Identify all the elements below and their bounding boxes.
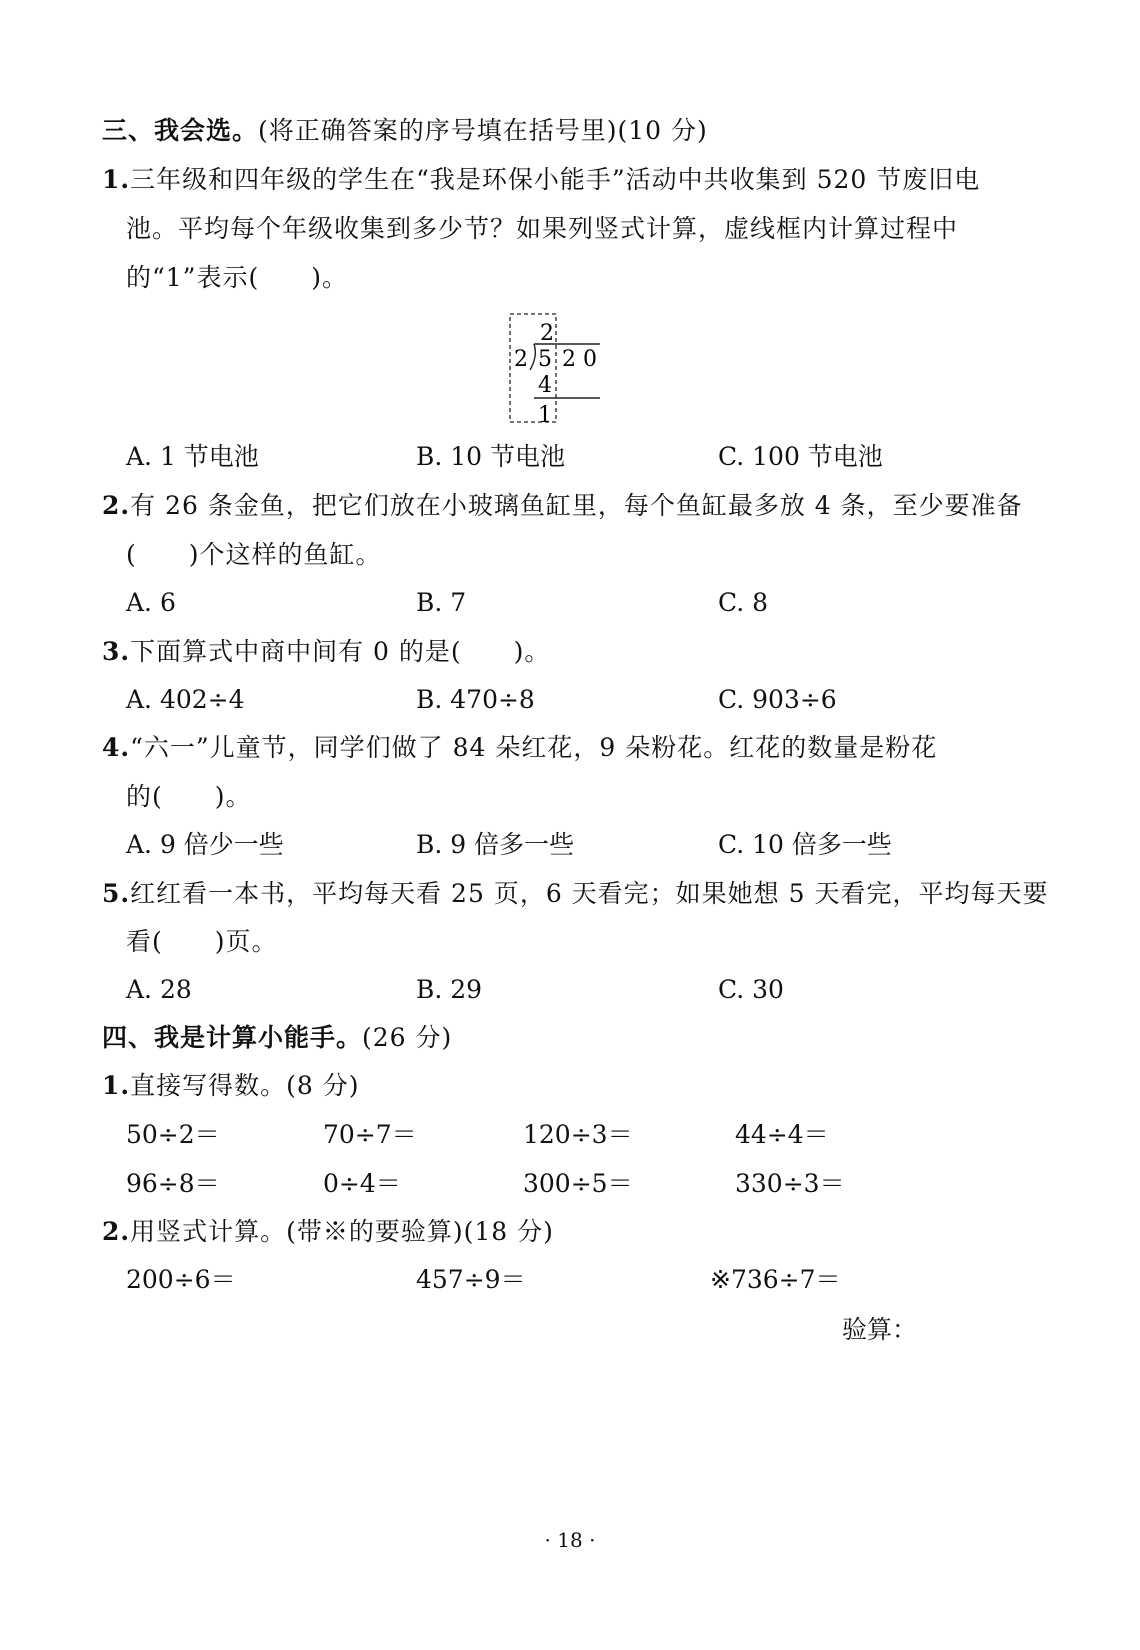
quotient-digit: 2 (540, 321, 554, 346)
q4-option-a[interactable]: A. 9 倍少一些 (126, 830, 284, 859)
s4-q2-text: 用竖式计算。(带※的要验算)(18 分) (130, 1217, 554, 1246)
q4-option-c[interactable]: C. 10 倍多一些 (718, 830, 892, 859)
q2-text-1: 有 26 条金鱼，把它们放在小玻璃鱼缸里，每个鱼缸最多放 4 条，至少要准备 (130, 491, 1023, 520)
q1-option-c[interactable]: C. 100 节电池 (718, 442, 883, 471)
s4-q1-title (102, 1069, 359, 1103)
q5-number: 5. (102, 879, 131, 908)
q3-option-c[interactable]: C. 903÷6 (718, 685, 837, 714)
q1-text-1: 三年级和四年级的学生在“我是环保小能手”活动中共收集到 520 节废旧电 (130, 165, 981, 194)
section3-heading (102, 114, 708, 148)
q4-number: 4. (102, 733, 131, 762)
page-number: · 18 · (544, 1528, 596, 1552)
dividend-first-digit: 5 (538, 347, 552, 372)
calc-item[interactable]: 0÷4＝ (323, 1169, 401, 1198)
q2-line-1 (102, 489, 1023, 523)
s4-q1-number: 1. (102, 1071, 131, 1100)
s4-q2-number: 2. (102, 1217, 131, 1246)
remainder-digit: 1 (538, 403, 552, 428)
s4-q2-title (102, 1215, 554, 1249)
calc-item[interactable]: 70÷7＝ (323, 1120, 417, 1149)
q2-number: 2. (102, 491, 131, 520)
vertical-calc-item[interactable]: 200÷6＝ (126, 1265, 236, 1294)
calc-item[interactable]: 96÷8＝ (126, 1169, 220, 1198)
q2-option-c[interactable]: C. 8 (718, 588, 769, 617)
section3-title: 三、我会选。 (102, 116, 259, 145)
q1-option-a[interactable]: A. 1 节电池 (126, 442, 259, 471)
division-bracket (530, 344, 535, 370)
q3-line-1 (102, 635, 550, 669)
q1-option-b[interactable]: B. 10 节电池 (416, 442, 566, 471)
q5-option-b[interactable]: B. 29 (416, 975, 483, 1004)
q2-option-b[interactable]: B. 7 (416, 588, 467, 617)
q5-option-c[interactable]: C. 30 (718, 975, 784, 1004)
q3-number: 3. (102, 637, 131, 666)
q5-line-2: 看( )页。 (126, 927, 278, 956)
calc-item[interactable]: 120÷3＝ (523, 1120, 633, 1149)
section4-heading (102, 1021, 452, 1055)
calc-item[interactable]: 50÷2＝ (126, 1120, 220, 1149)
calc-item[interactable]: 44÷4＝ (735, 1120, 829, 1149)
q5-option-a[interactable]: A. 28 (126, 975, 192, 1004)
q1-line-2: 池。平均每个年级收集到多少节？如果列竖式计算，虚线框内计算过程中 (126, 214, 959, 243)
q2-option-a[interactable]: A. 6 (126, 588, 176, 617)
s4-q1-text: 直接写得数。(8 分) (130, 1071, 360, 1100)
calc-item[interactable]: 330÷3＝ (735, 1169, 845, 1198)
q3-option-a[interactable]: A. 402÷4 (126, 685, 245, 714)
q4-option-b[interactable]: B. 9 倍多一些 (416, 830, 575, 859)
q3-option-b[interactable]: B. 470÷8 (416, 685, 535, 714)
long-division-diagram (514, 321, 676, 438)
q4-text-1: “六一”儿童节，同学们做了 84 朵红花，9 朵粉花。红花的数量是粉花 (130, 733, 938, 762)
q4-line-2: 的( )。 (126, 782, 252, 811)
section4-title: 四、我是计算小能手。 (102, 1023, 363, 1052)
q5-text-1: 红红看一本书，平均每天看 25 页，6 天看完；如果她想 5 天看完，平均每天要 (130, 879, 1049, 908)
divisor: 2 (514, 347, 528, 372)
vertical-calc-item[interactable]: 457÷9＝ (416, 1265, 526, 1294)
subtract-digit: 4 (538, 373, 552, 398)
section3-note: (将正确答案的序号填在括号里)(10 分) (258, 116, 708, 145)
q1-line-1 (102, 163, 980, 197)
check-label: 验算： (842, 1315, 918, 1344)
calc-item[interactable]: 300÷5＝ (523, 1169, 633, 1198)
q4-line-1 (102, 731, 937, 765)
q1-number: 1. (102, 165, 131, 194)
q2-line-2: ( )个这样的鱼缸。 (126, 540, 382, 569)
dividend-rest-digits: 2 0 (562, 347, 597, 372)
q3-text-1: 下面算式中商中间有 0 的是( )。 (130, 637, 551, 666)
section4-note: (26 分) (362, 1023, 453, 1052)
vertical-calc-item[interactable]: ※736÷7＝ (710, 1265, 841, 1294)
q5-line-1 (102, 877, 1048, 911)
q1-line-3: 的“1”表示( )。 (126, 263, 348, 292)
